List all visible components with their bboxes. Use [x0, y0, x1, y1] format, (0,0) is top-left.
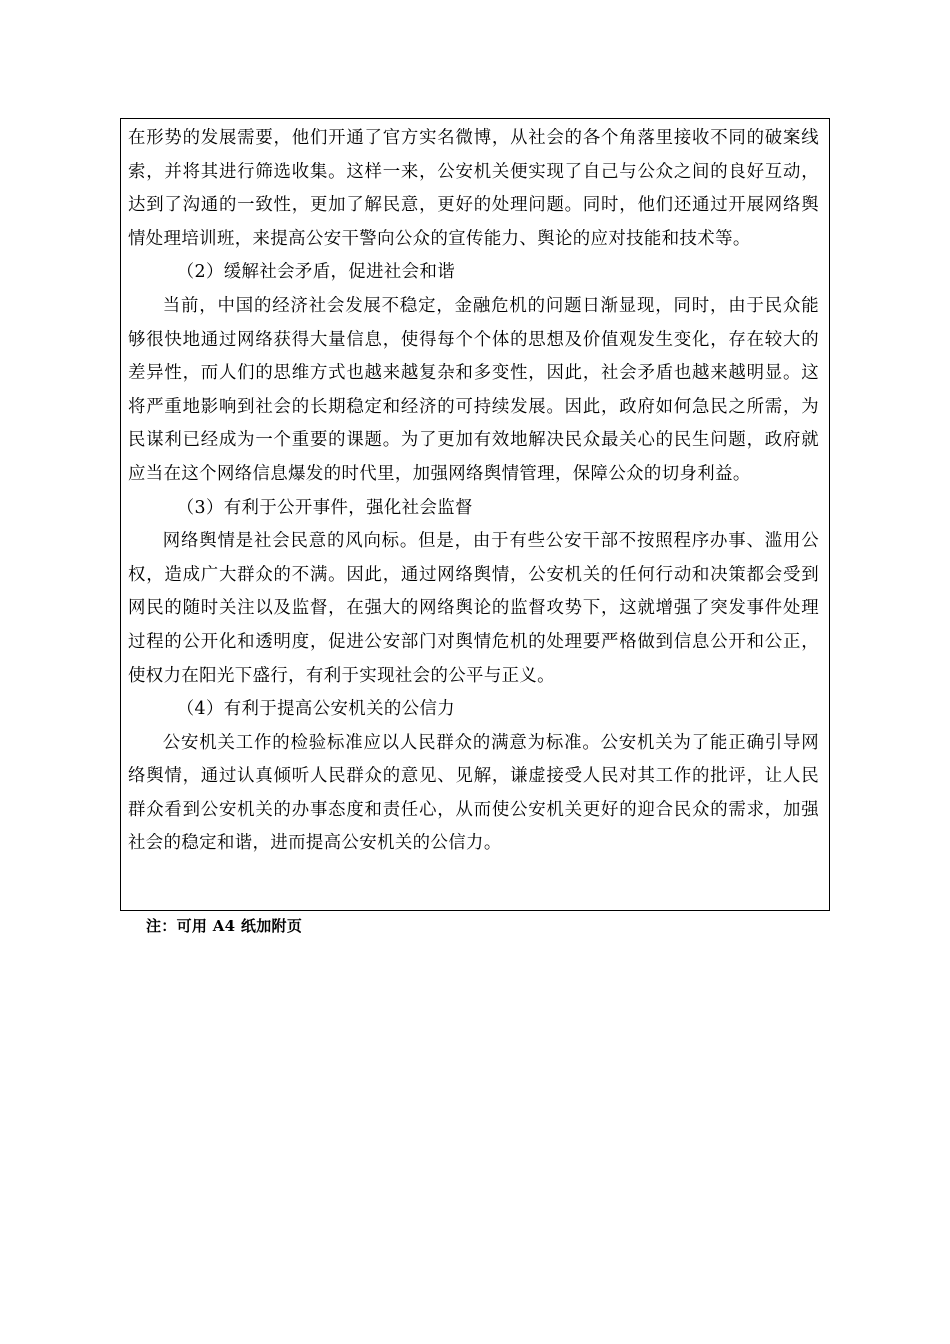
- body-paragraph-3: 网络舆情是社会民意的风向标。但是，由于有些公安干部不按照程序办事、滥用公权，造成广大群众的不满。因此，通过网络舆情，公安机关的任何行动和决策都会受到网民的随时关注以及监督，在强大的网络舆论的监督攻势下，这就增强了突发事件处理过程的公开化和透明度，促进公安部门对舆情危机的处理要严格做到信息公开和公正，使权力在阳光下盛行，有利于实现社会的公平与正义。: [128, 531, 819, 686]
- section-heading-4: （4）有利于提高公安机关的公信力: [176, 699, 456, 720]
- section-heading-3: （3）有利于公开事件，强化社会监督: [176, 497, 473, 518]
- content-box: [120, 118, 830, 911]
- body-paragraph-2: 当前，中国的经济社会发展不稳定，金融危机的问题日渐显现，同时，由于民众能够很快地通过网络获得大量信息，使得每个个体的思想及价值观发生变化，存在较大的差异性，而人们的思维方式也越来越复杂和多变性，因此，社会矛盾也越来越明显。这将严重地影响到社会的长期稳定和经济的可持续发展。因此，政府如何急民之所需，为民谋利已经成为一个重要的课题。为了更加有效地解决民众最关心的民生问题，政府就应当在这个网络信息爆发的时代里，加强网络舆情管理，保障公众的切身利益。: [128, 295, 819, 484]
- body-paragraph-4: 公安机关工作的检验标准应以人民群众的满意为标准。公安机关为了能正确引导网络舆情，通过认真倾听人民群众的意见、见解，谦虚接受人民对其工作的批评，让人民群众看到公安机关的办事态度和责任心，从而使公安机关更好的迎合民众的需求，加强社会的稳定和谐，进而提高公安机关的公信力。: [128, 732, 819, 854]
- footnote: 注：可用 A4 纸加附页: [146, 917, 303, 935]
- body-paragraph-1: 在形势的发展需要，他们开通了官方实名微博，从社会的各个角落里接收不同的破案线索，并将其进行筛选收集。这样一来，公安机关便实现了自己与公众之间的良好互动，达到了沟通的一致性，更加了解民意，更好的处理问题。同时，他们还通过开展网络舆情处理培训班，来提高公安干警向公众的宣传能力、舆论的应对技能和技术等。: [128, 128, 819, 249]
- section-heading-2: （2）缓解社会矛盾，促进社会和谐: [176, 262, 456, 283]
